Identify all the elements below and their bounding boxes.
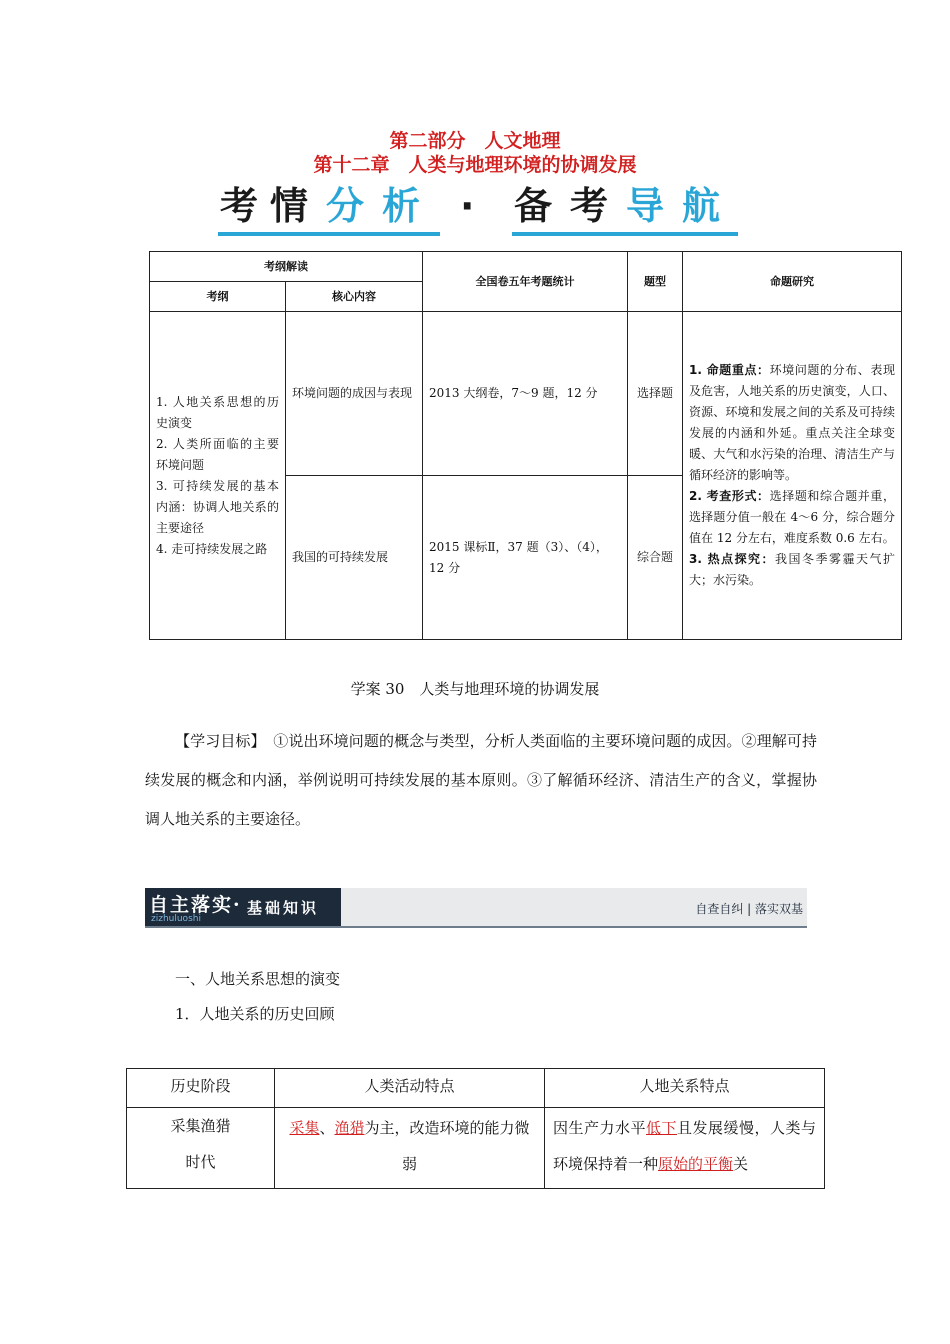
kaogang-cell: 1. 人地关系思想的历史演变 2. 人类所面临的主要环境问题 3. 可持续发展的基本内涵：协调人地关系的主要途径 4. 走可持续发展之路	[150, 312, 286, 640]
part-title: 第二部分 人文地理	[389, 130, 561, 152]
banner-char: 考	[570, 184, 609, 228]
subsection-heading: 1．人地关系的历史回顾	[175, 1005, 335, 1023]
stats-cell: 2013 大纲卷，7～9 题，12 分	[423, 312, 628, 476]
table-row	[127, 1108, 825, 1189]
exam-analysis-table	[149, 251, 902, 640]
answer-blank: 渔猎	[334, 1119, 365, 1137]
group-header: 考纲解读	[150, 252, 423, 282]
banner-char: 分	[326, 184, 365, 228]
section-bar	[145, 888, 807, 928]
lesson-title: 学案 30 人类与地理环境的协调发展	[350, 680, 600, 698]
answer-blank: 低下	[645, 1119, 677, 1137]
research-cell	[683, 312, 902, 640]
history-table	[126, 1068, 825, 1189]
type-cell: 综合题	[628, 476, 683, 640]
stage-cell: 采集渔猎时代	[127, 1108, 275, 1189]
type-header: 题型	[628, 252, 683, 312]
banner-char: 情	[270, 184, 309, 228]
chapter-title: 第十二章 人类与地理环境的协调发展	[313, 154, 637, 176]
banner-char: 航	[682, 184, 721, 228]
kaogang-header: 考纲	[150, 282, 286, 312]
research-item: 3. 热点探究：我国冬季雾霾天气扩大；水污染。	[689, 552, 895, 587]
core-cell: 我国的可持续发展	[286, 476, 423, 640]
goal-label: 【学习目标】	[175, 732, 259, 750]
banner-heading	[212, 182, 740, 238]
answer-blank: 采集	[289, 1119, 320, 1137]
stats-header: 全国卷五年考题统计	[423, 252, 628, 312]
banner-char: ·	[460, 184, 475, 228]
stats-cell: 2015 课标Ⅱ，37 题（3）、（4），12 分	[423, 476, 628, 640]
goal-text: ①说出环境问题的概念与类型，分析人类面临的主要环境问题的成因。②理解可持续发展的概念和内涵，举例说明可持续发展的基本原则。③了解循环经济、清洁生产的含义，掌握协调人地关系的主要途径。	[145, 732, 817, 828]
research-item: 1. 命题重点：环境问题的分布、表现及危害，人地关系的历史演变，人口、资源、环境和发展之间的关系及可持续发展的内涵和外延。重点关注全球变暖、大气和水污染的治理、清洁生产与循环经济的影响等。	[689, 363, 895, 482]
history-header: 人地关系特点	[545, 1069, 825, 1108]
core-cell: 环境问题的成因与表现	[286, 312, 423, 476]
section-bar-label: 基础知识	[247, 899, 320, 917]
history-header: 人类活动特点	[275, 1069, 545, 1108]
banner-char: 析	[382, 184, 421, 228]
answer-blank: 原始的平衡	[658, 1155, 734, 1173]
banner-char: 导	[626, 184, 665, 228]
learning-goals	[145, 722, 817, 839]
core-header: 核心内容	[286, 282, 423, 312]
history-header: 历史阶段	[127, 1069, 275, 1108]
banner-char: 考	[220, 184, 259, 228]
section-bar-cursive: 自主落实·	[149, 894, 242, 916]
type-cell: 选择题	[628, 312, 683, 476]
banner-underline	[218, 232, 440, 236]
section-bar-tagline: 自查自纠 | 落实双基	[695, 902, 803, 916]
section-heading: 一、人地关系思想的演变	[175, 970, 341, 988]
banner-char: 备	[514, 184, 553, 228]
activity-cell: 采集、渔猎为主，改造环境的能力微弱	[275, 1108, 545, 1189]
relation-cell: 因生产力水平低下且发展缓慢，人类与环境保持着一种原始的平衡关	[545, 1108, 825, 1189]
section-bar-pinyin: zizhuluoshi	[151, 914, 201, 924]
research-header: 命题研究	[683, 252, 902, 312]
banner-underline	[512, 232, 738, 236]
research-item: 2. 考查形式：选择题和综合题并重，选择题分值一般在 4～6 分，综合题分值在 12 分左右，难度系数 0.6 左右。	[689, 489, 895, 545]
